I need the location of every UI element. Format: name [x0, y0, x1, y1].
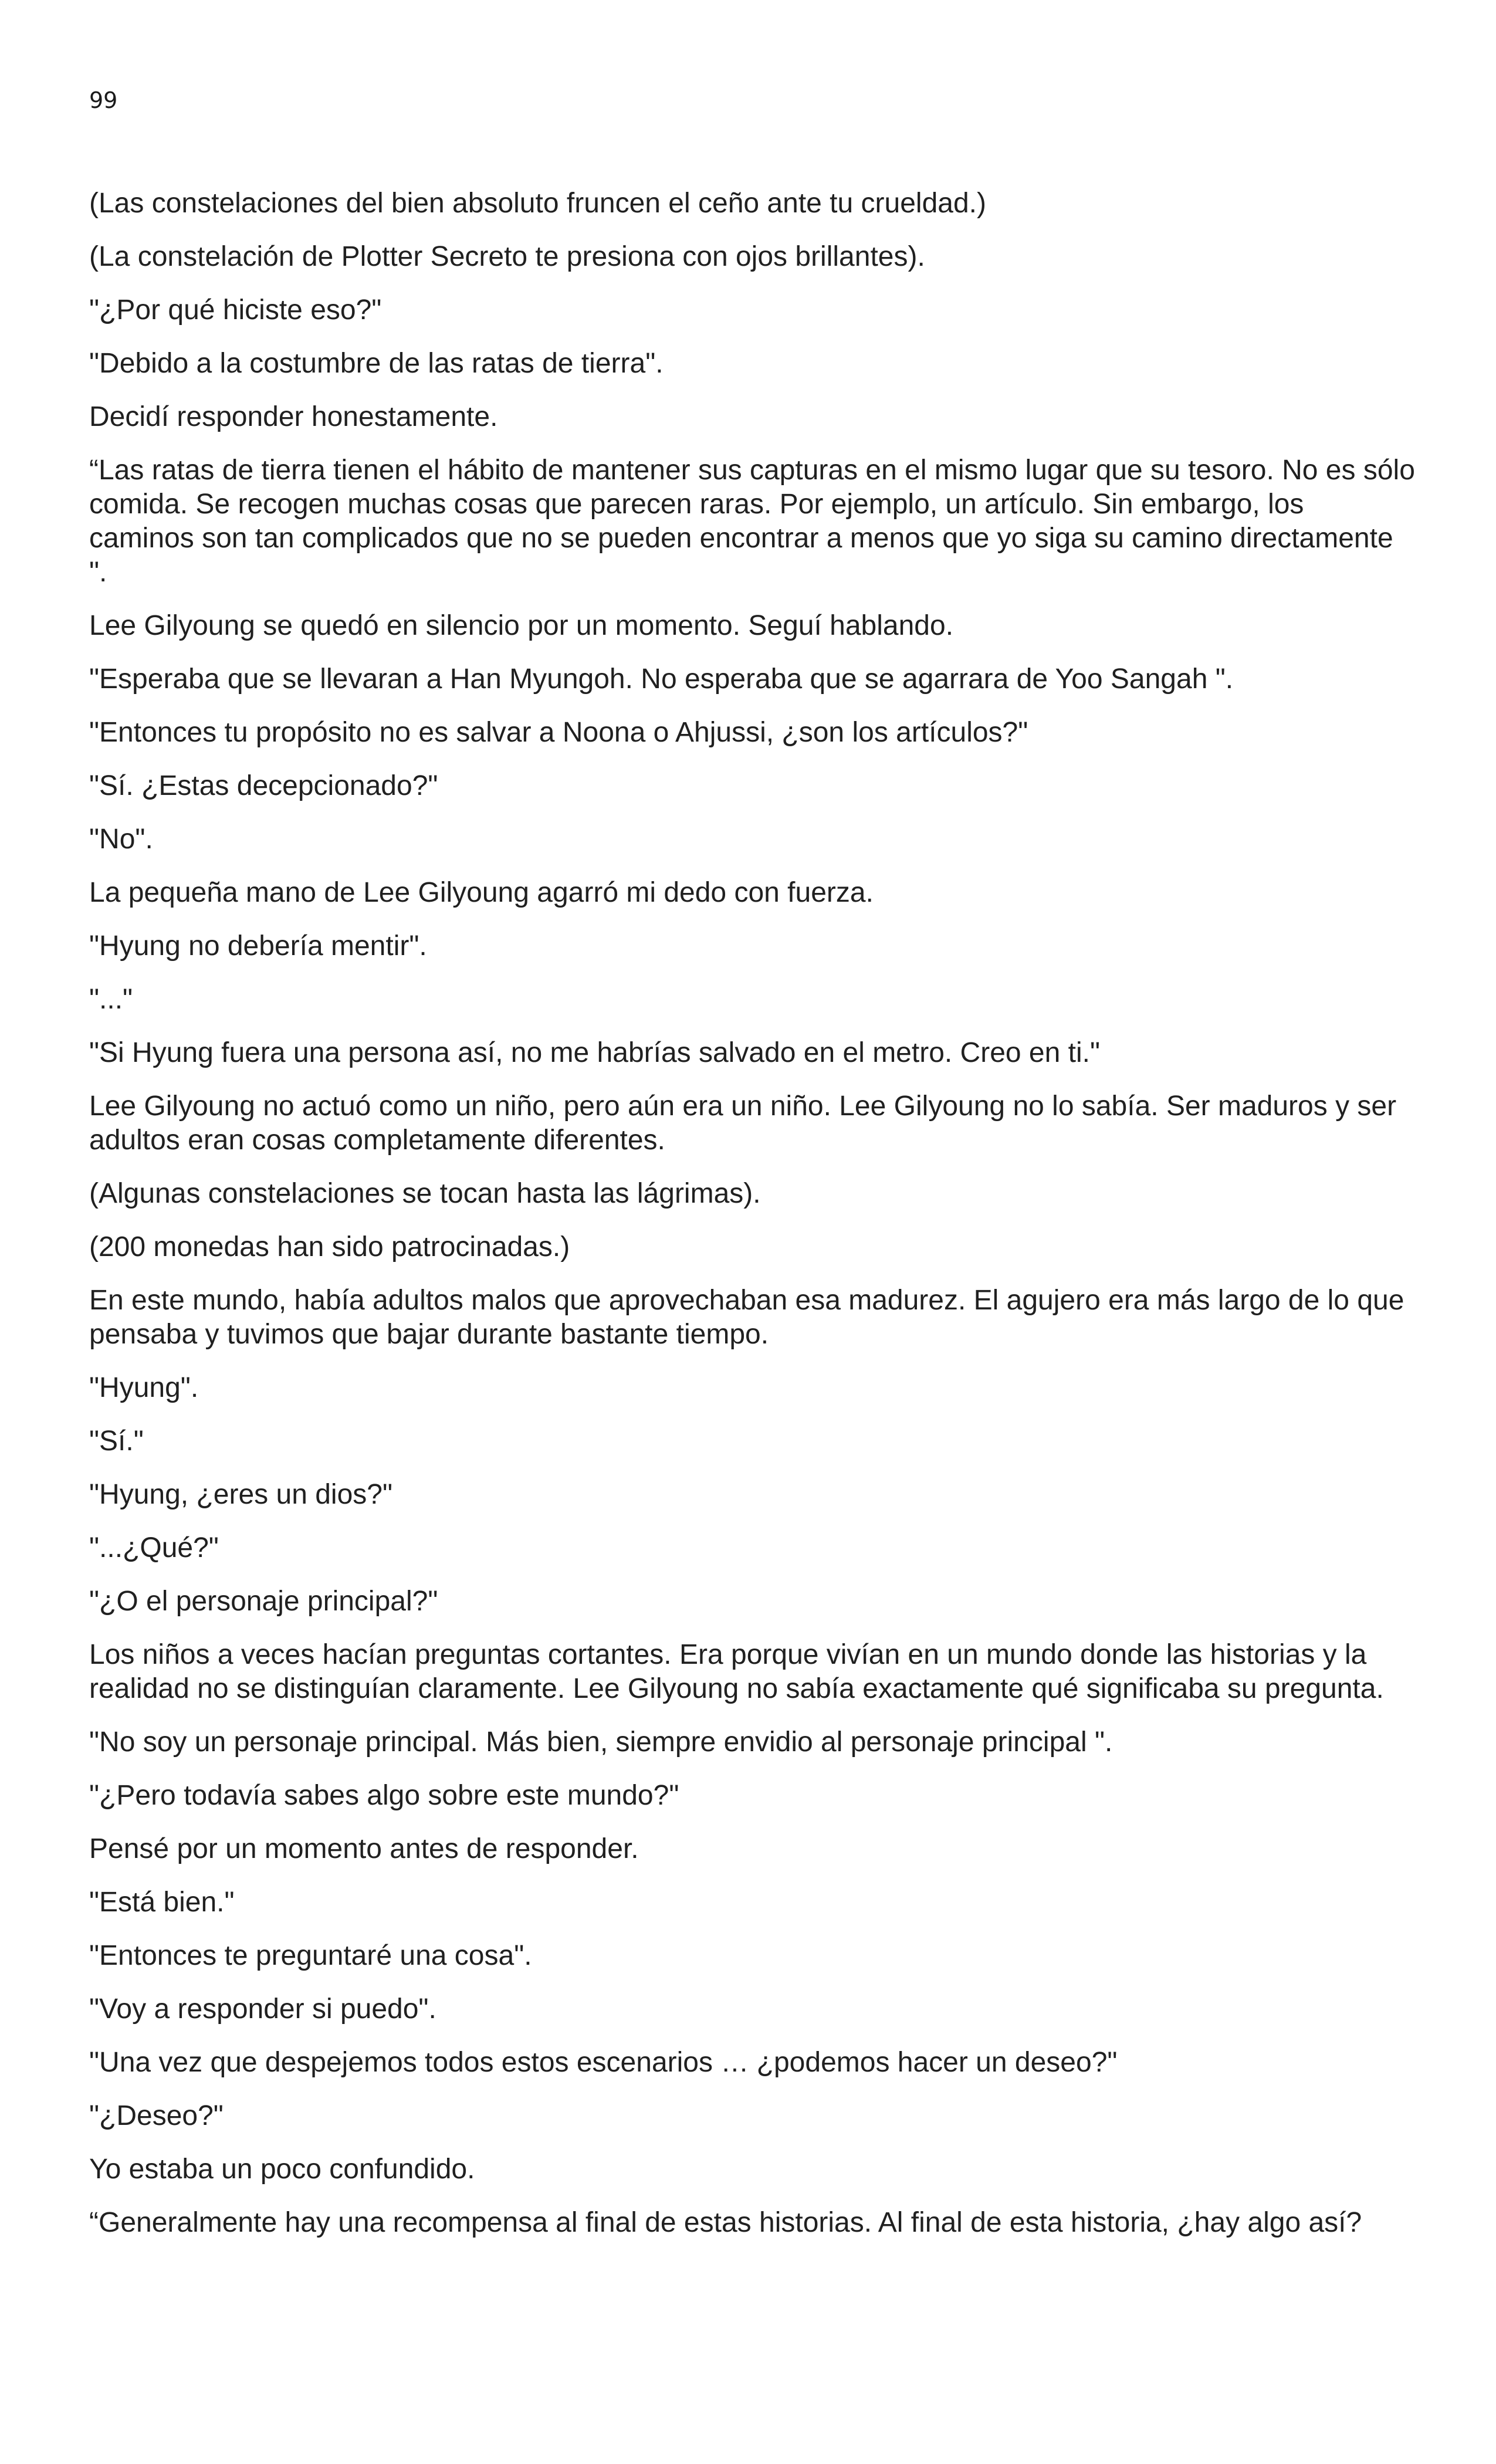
- paragraph: "...¿Qué?": [89, 1532, 219, 1563]
- page-body: [89, 187, 1415, 2259]
- page-number: 99: [89, 87, 118, 113]
- paragraph: "Hyung, ¿eres un dios?": [89, 1479, 393, 1510]
- paragraph: “Generalmente hay una recompensa al final de estas historias. Al final de esta historia, ¿hay algo así?: [89, 2207, 1362, 2238]
- paragraph: "Sí.": [89, 1426, 144, 1457]
- paragraph: La pequeña mano de Lee Gilyoung agarró mi dedo con fuerza.: [89, 877, 874, 908]
- paragraph: "Voy a responder si puedo".: [89, 1993, 436, 2025]
- paragraph: En este mundo, había adultos malos que aprovechaban esa madurez. El agujero era más largo de lo que pensaba y tuvimos que bajar durante bastante tiempo.: [89, 1285, 1404, 1350]
- paragraph: "Hyung no debería mentir".: [89, 930, 427, 962]
- paragraph: "Debido a la costumbre de las ratas de tierra".: [89, 348, 664, 379]
- paragraph: (200 monedas han sido patrocinadas.): [89, 1231, 570, 1263]
- paragraph: "¿Por qué hiciste eso?": [89, 295, 382, 326]
- paragraph: “Las ratas de tierra tienen el hábito de mantener sus capturas en el mismo lugar que su tesoro. No es sólo comida. Se recogen muchas cosas que parecen raras. Por ejemplo, un artículo. Sin embargo, los caminos son tan complicados que no se pueden encontrar a menos que yo siga su camino directamente ".: [89, 455, 1415, 588]
- paragraph: Decidí responder honestamente.: [89, 401, 498, 432]
- paragraph: "¿Pero todavía sabes algo sobre este mundo?": [89, 1780, 679, 1811]
- paragraph: (La constelación de Plotter Secreto te presiona con ojos brillantes).: [89, 241, 925, 272]
- paragraph: "Está bien.": [89, 1887, 235, 1918]
- paragraph: "...": [89, 984, 133, 1015]
- paragraph: Lee Gilyoung no actuó como un niño, pero aún era un niño. Lee Gilyoung no lo sabía. Ser maduros y ser adultos eran cosas completamente diferentes.: [89, 1091, 1397, 1156]
- paragraph: (Las constelaciones del bien absoluto fruncen el ceño ante tu crueldad.): [89, 188, 986, 219]
- paragraph: "Entonces te preguntaré una cosa".: [89, 1940, 532, 1971]
- paragraph: (Algunas constelaciones se tocan hasta las lágrimas).: [89, 1178, 761, 1209]
- paragraph: Los niños a veces hacían preguntas cortantes. Era porque vivían en un mundo donde las historias y la realidad no se distinguían claramente. Lee Gilyoung no sabía exactamente qué significaba su pregunta.: [89, 1639, 1384, 1704]
- paragraph: "¿O el personaje principal?": [89, 1586, 438, 1617]
- paragraph: "No soy un personaje principal. Más bien, siempre envidio al personaje principal ".: [89, 1727, 1113, 1758]
- paragraph: "¿Deseo?": [89, 2100, 224, 2131]
- paragraph: Pensé por un momento antes de responder.: [89, 1833, 639, 1864]
- paragraph: Lee Gilyoung se quedó en silencio por un momento. Seguí hablando.: [89, 610, 954, 641]
- paragraph: "No".: [89, 824, 153, 855]
- paragraph: "Entonces tu propósito no es salvar a Noona o Ahjussi, ¿son los artículos?": [89, 717, 1028, 748]
- paragraph: "Si Hyung fuera una persona así, no me habrías salvado en el metro. Creo en ti.": [89, 1037, 1101, 1068]
- paragraph: "Sí. ¿Estas decepcionado?": [89, 770, 438, 801]
- paragraph: "Esperaba que se llevaran a Han Myungoh. No esperaba que se agarrara de Yoo Sangah ".: [89, 664, 1234, 695]
- paragraph: Yo estaba un poco confundido.: [89, 2154, 475, 2185]
- paragraph: "Una vez que despejemos todos estos escenarios … ¿podemos hacer un deseo?": [89, 2047, 1118, 2078]
- paragraph: "Hyung".: [89, 1372, 199, 1403]
